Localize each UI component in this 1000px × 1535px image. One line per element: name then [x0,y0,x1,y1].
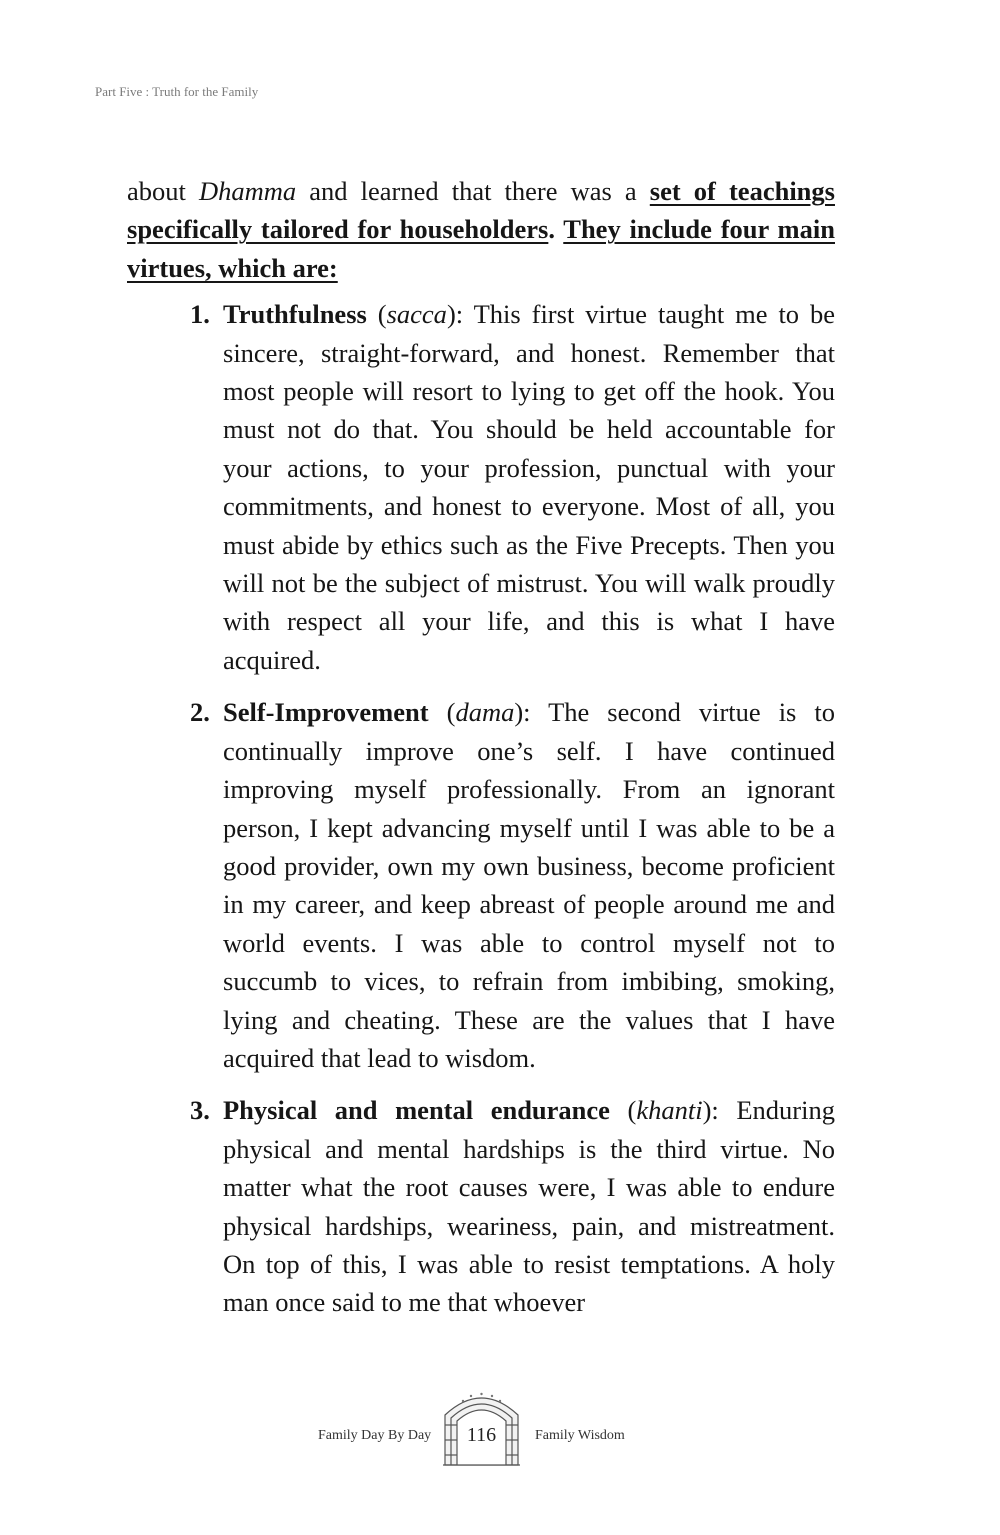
item-text: Enduring physical and mental hardships is the third virtue. No matter what the root causes were, I was able to endure physical hardships, weariness, pain, and mistreatment. On top of this, I was able to resist temptations. A holy man once said to me that whoever [223,1095,835,1318]
intro-emphasis-1: set of teachings specifically tailored for householders [127,176,835,245]
item-term: Self-Improvement [223,697,429,728]
item-term: Truthfulness [223,299,367,330]
virtues-list [127,295,835,1322]
page-body [127,172,835,1336]
page-footer [0,1385,1000,1467]
intro-lead: about [127,176,199,206]
item-pali: sacca [386,299,447,330]
item-pali: dama [455,697,515,728]
running-header: Part Five : Truth for the Family [95,84,259,99]
intro-emphasis-2: They include four main virtues, which are: [127,214,835,283]
item-text: The second virtue is to continually improve one’s self. I have continued improving myself professionally. From an ignorant person, I kept advancing myself until I was able to be a good provider, own my own business, become proficient in my career, and keep abreast of people around me and world events. I was able to control myself not to succumb to vices, to refrain from imbibing, smoking, lying and cheating. These are the values that I have acquired that lead to wisdom. [223,697,836,1073]
intro-mid: and learned that there was a [296,176,650,206]
item-number: 2. [190,697,210,728]
page-number: 116 [466,1424,497,1446]
footer-book-title: Family Day By Day [318,1428,432,1443]
item-number: 3. [190,1095,210,1126]
list-item: 2. Self-Improvement (dama): The second virtue is to continually improve one’s self. I have continued improving myself professionally. From an ignorant person, I kept advancing myself until I was able to be a good provider, own my own business, become proficient in my career, and keep abreast of people around me and world events. I was able to control myself not to succumb to vices, to refrain from imbibing, smoking, lying and cheating. These are the values that I have acquired that lead to wisdom. [127,693,835,1077]
item-pali: khanti [636,1095,703,1126]
item-text: This first virtue taught me to be sincere, straight-forward, and honest. Remember that most people will resort to lying to get off the hook. You must not do that. You should be held accountable for your actions, to your profession, punctual with your commitments, and honest to everyone. Most of all, you must abide by ethics such as the Five Precepts. Then you will not be the subject of mistrust. You will walk proudly with respect all your life, and this is what I have acquired. [223,299,835,675]
item-number: 1. [190,299,210,330]
item-term: Physical and mental endurance [223,1095,610,1126]
list-item: 1. Truthfulness (sacca): This first virtue taught me to be sincere, straight-forward, and honest. Remember that most people will resort to lying to get off the hook. You must not do that. You should be held accountable for your actions, to your profession, punctual with your commitments, and honest to everyone. Most of all, you must abide by ethics such as the Five Precepts. Then you will not be the subject of mistrust. You will walk proudly with respect all your life, and this is what I have acquired. [127,295,835,679]
footer-section-title: Family Wisdom [535,1428,625,1443]
intro-paragraph [127,172,835,287]
intro-dhamma: Dhamma [198,176,297,206]
list-item: 3. Physical and mental endurance (khanti): Enduring physical and mental hardships is the third virtue. No matter what the root causes were, I was able to endure physical hardships, weariness, pain, and mistreatment. On top of this, I was able to resist temptations. A holy man once said to me that whoever [127,1091,835,1321]
intro-sep: . [548,214,564,245]
